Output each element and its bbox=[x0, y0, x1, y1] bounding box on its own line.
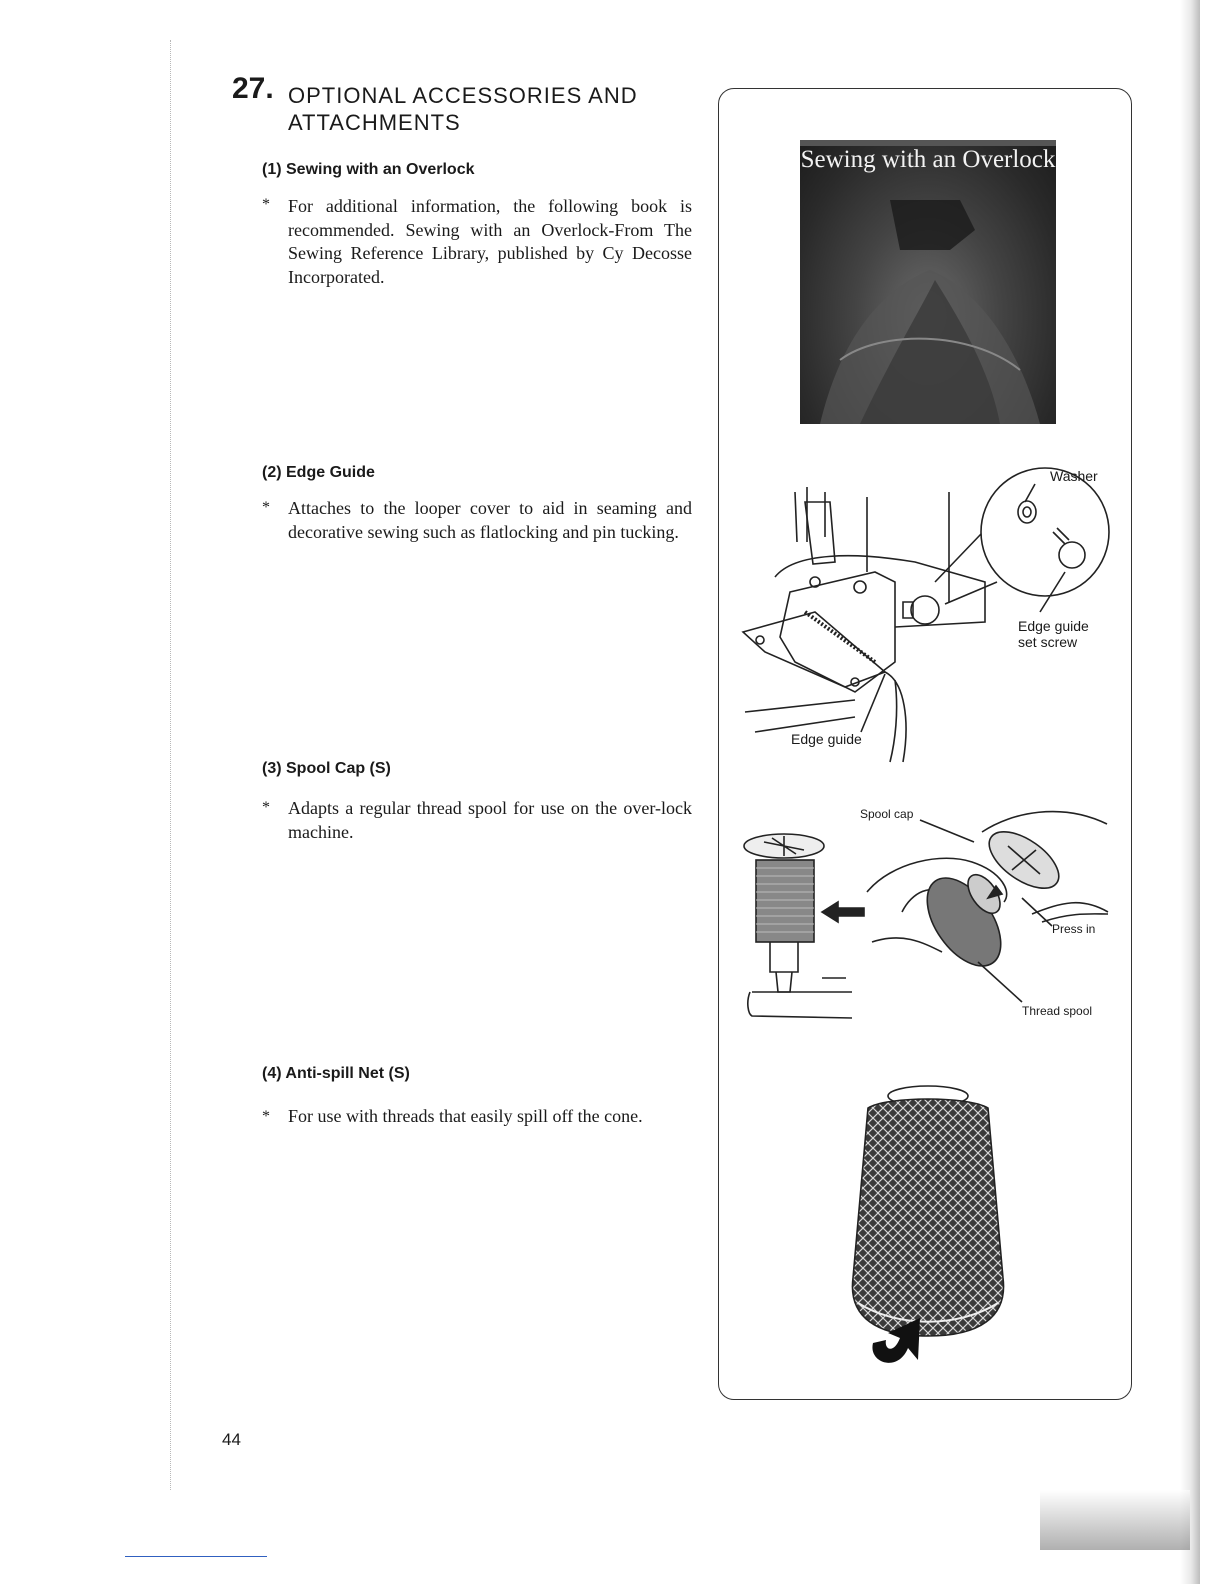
set-screw-icon bbox=[1059, 542, 1085, 568]
page-title: OPTIONAL ACCESSORIES AND ATTACHMENTS bbox=[288, 83, 638, 135]
text-edge-guide: Attaches to the looper cover to aid in seaming and decorative sewing such as flatlocking and pin tucking. bbox=[288, 498, 692, 542]
bullet-4: * bbox=[262, 1108, 270, 1125]
page-edge-right bbox=[1180, 0, 1200, 1584]
text-anti-spill-net: For use with threads that easily spill off the cone. bbox=[288, 1106, 643, 1126]
washer-callout-circle bbox=[981, 468, 1109, 596]
bullet-3: * bbox=[262, 799, 270, 816]
label-edge-guide-set-screw-line1: Edge guide bbox=[1018, 618, 1089, 634]
edge-guide-figure bbox=[735, 462, 1095, 772]
text-sewing-with-overlock: For additional information, the following book is recommended. Sewing with an Overlock-From The Sewing Reference Library, published by Cy Decosse Incorporated. bbox=[288, 196, 692, 287]
heading-anti-spill-net: (4) Anti-spill Net (S) bbox=[262, 1065, 410, 1082]
text-spool-cap: Adapts a regular thread spool for use on the over-lock machine. bbox=[288, 798, 692, 842]
heading-spool-cap: (3) Spool Cap (S) bbox=[262, 760, 391, 777]
label-washer: Washer bbox=[1050, 468, 1098, 484]
bullet-2: * bbox=[262, 499, 270, 516]
book-cover-image bbox=[800, 140, 1056, 424]
anti-spill-net-figure bbox=[828, 1078, 1028, 1378]
washer-icon bbox=[1018, 501, 1036, 523]
label-press-in: Press in bbox=[1052, 922, 1096, 936]
label-spool-cap: Spool cap bbox=[860, 807, 914, 821]
arrow-left-icon bbox=[822, 902, 864, 922]
heading-sewing-with-overlock: (1) Sewing with an Overlock bbox=[262, 161, 475, 178]
scan-shadow bbox=[1040, 1490, 1190, 1550]
heading-edge-guide: (2) Edge Guide bbox=[262, 464, 375, 481]
book-cover-title: Sewing with an Overlock bbox=[800, 146, 1056, 173]
label-thread-spool: Thread spool bbox=[1022, 1004, 1093, 1018]
thread-spool-icon bbox=[756, 860, 814, 942]
label-edge-guide-set-screw-line2: set screw bbox=[1018, 634, 1078, 650]
bullet-1: * bbox=[262, 196, 270, 213]
bottom-link-line bbox=[125, 1556, 267, 1557]
net-body bbox=[852, 1099, 1003, 1336]
label-edge-guide: Edge guide bbox=[791, 731, 862, 747]
page-number: 44 bbox=[222, 1430, 241, 1449]
book-cover-photo bbox=[800, 140, 1056, 424]
page-edge-left bbox=[170, 40, 172, 1490]
spool-cap-figure bbox=[742, 802, 1112, 1032]
thread-spool-in-hand bbox=[912, 865, 1015, 979]
section-number: 27. bbox=[232, 72, 274, 105]
